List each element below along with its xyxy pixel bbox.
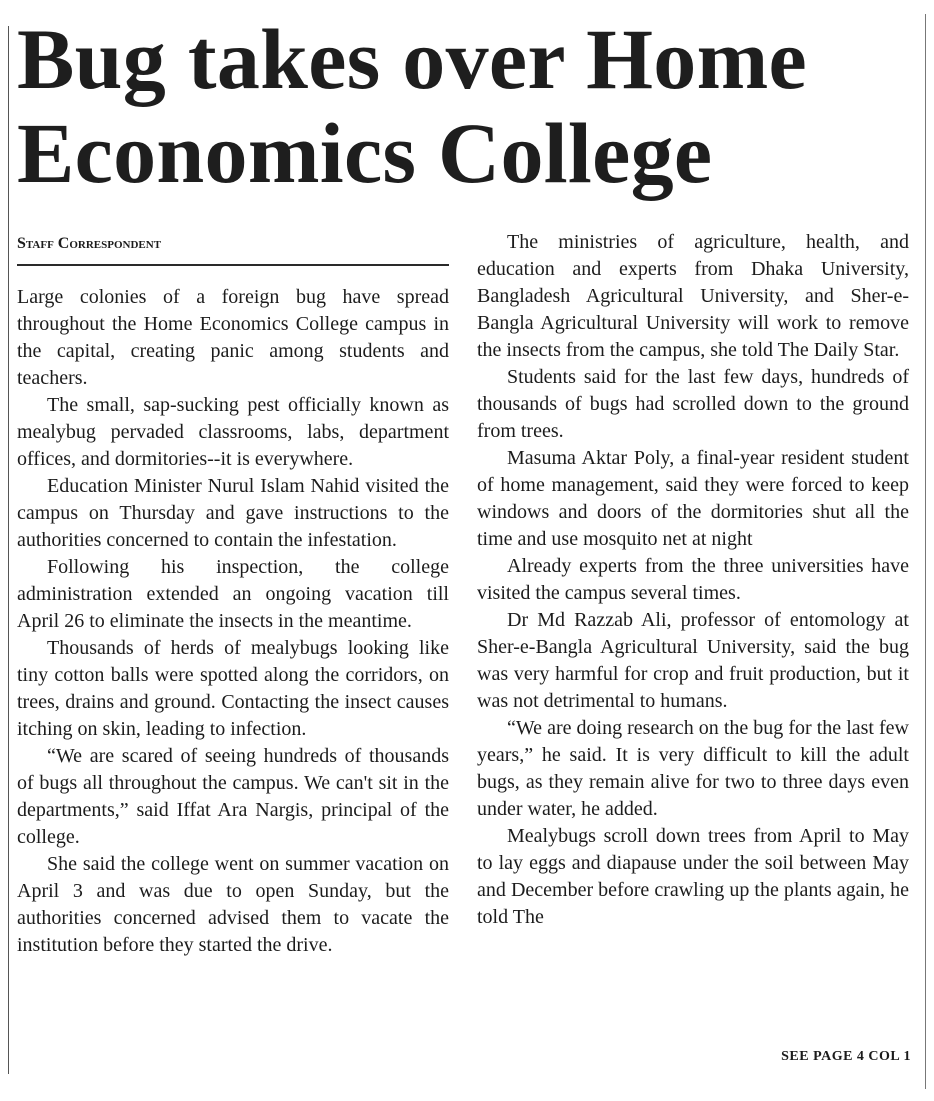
paragraph: She said the college went on summer vacation on April 3 and was due to open Sunday, but the authorities concerned advised them to vacate the institution before they started the drive. (17, 853, 449, 956)
paragraph: Thousands of herds of mealybugs looking like tiny cotton balls were spotted along the corridors, on trees, drains and ground. Contacting the insect causes itching on skin, leading to infection. (17, 637, 449, 740)
paragraph: “We are scared of seeing hundreds of thousands of bugs all throughout the campus. We can't sit in the departments,” said Iffat Ara Nargis, principal of the college. (17, 745, 449, 848)
paragraph: Education Minister Nurul Islam Nahid visited the campus on Thursday and gave instructions to the authorities concerned to contain the infestation. (17, 475, 449, 551)
headline-line-2: Economics College (17, 105, 713, 201)
paragraph: Already experts from the three universities have visited the campus several times. (477, 555, 909, 604)
byline-divider (17, 264, 449, 266)
paragraph: Dr Md Razzab Ali, professor of entomology at Sher-e-Bangla Agricultural University, said the bug was very harmful for crop and fruit production, but it was not detrimental to humans. (477, 609, 909, 712)
continuation-link[interactable]: SEE PAGE 4 COL 1 (781, 1049, 911, 1064)
paragraph: Mealybugs scroll down trees from April to May to lay eggs and diapause under the soil between May and December before crawling up the plants again, he told The (477, 825, 909, 928)
paragraph: Following his inspection, the college administration extended an ongoing vacation till April 26 to eliminate the insects in the meantime. (17, 556, 449, 632)
left-border-rule (8, 26, 9, 1074)
paragraph: The small, sap-sucking pest officially known as mealybug pervaded classrooms, labs, department offices, and dormitories--it is everywhere. (17, 394, 449, 470)
paragraph: Students said for the last few days, hundreds of thousands of bugs had scrolled down to the ground from trees. (477, 366, 909, 442)
left-column (17, 284, 449, 959)
paragraph: The ministries of agriculture, health, and education and experts from Dhaka University, Bangladesh Agricultural University, and Sher-e-Bangla Agricultural University will work to remove the insects from the campus, she told The Daily Star. (477, 231, 909, 361)
byline: Staff Correspondent (17, 235, 162, 252)
paragraph: Large colonies of a foreign bug have spread throughout the Home Economics College campus in the capital, creating panic among students and teachers. (17, 286, 449, 389)
headline (17, 12, 917, 200)
right-border-rule (925, 14, 926, 1089)
headline-line-1: Bug takes over Home (17, 11, 807, 107)
paragraph: “We are doing research on the bug for the last few years,” he said. It is very difficult to kill the adult bugs, as they remain alive for two to three days even under water, he added. (477, 717, 909, 820)
right-column (477, 229, 909, 931)
paragraph: Masuma Aktar Poly, a final-year resident student of home management, said they were forced to keep windows and doors of the dormitories shut all the time and use mosquito net at night (477, 447, 909, 550)
